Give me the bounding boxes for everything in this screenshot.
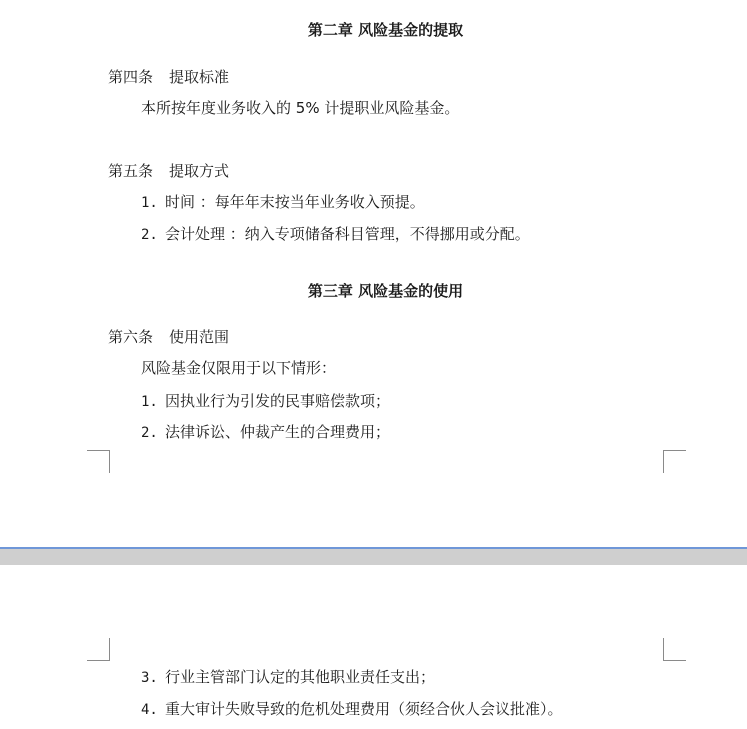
- article-5-title: 提取方式: [169, 162, 230, 180]
- chapter-3-title: 第三章 风险基金的使用: [307, 282, 464, 300]
- chapter-2-title: 第二章 风险基金的提取: [307, 21, 464, 39]
- article-5-number: 第五条: [108, 162, 154, 180]
- article-6-heading: [108, 326, 229, 347]
- list-text: 时间 ：每年年末按当年业务收入预提。: [165, 193, 425, 211]
- list-number: 2.: [141, 425, 158, 441]
- margin-corner-mark: [87, 450, 110, 473]
- article-4-body: 本所按年度业务收入的 5% 计提职业风险基金。: [141, 99, 460, 117]
- margin-corner-mark: [87, 638, 110, 661]
- list-text: 会计处理 ：纳入专项储备科目管理，不得挪用或分配。: [165, 225, 530, 243]
- list-number: 2.: [141, 227, 158, 243]
- article-5-heading: [108, 160, 229, 181]
- list-text: 行业主管部门认定的其他职业责任支出；: [165, 668, 436, 686]
- list-text: 因执业行为引发的民事赔偿款项；: [165, 392, 391, 410]
- list-number: 4.: [141, 702, 158, 718]
- article-4-title: 提取标准: [169, 68, 230, 86]
- list-number: 1.: [141, 195, 158, 211]
- document-page-2: [0, 565, 747, 729]
- list-item: [141, 191, 425, 212]
- list-text: 法律诉讼、仲裁产生的合理费用；: [165, 423, 391, 441]
- margin-corner-mark: [663, 450, 686, 473]
- margin-corner-mark: [663, 638, 686, 661]
- list-item: [141, 698, 563, 719]
- list-number: 3.: [141, 670, 158, 686]
- article-6-number: 第六条: [108, 328, 154, 346]
- list-item: [141, 223, 530, 244]
- list-text: 重大审计失败导致的危机处理费用（须经合伙人会议批准）。: [165, 700, 563, 718]
- page-break-gap: [0, 547, 747, 565]
- article-4-number: 第四条: [108, 68, 154, 86]
- list-item: [141, 390, 390, 411]
- article-6-intro: 风险基金仅限用于以下情形：: [141, 359, 337, 377]
- article-6-title: 使用范围: [169, 328, 230, 346]
- list-item: [141, 666, 435, 687]
- article-4-heading: [108, 66, 229, 87]
- list-number: 1.: [141, 394, 158, 410]
- list-item: [141, 421, 390, 442]
